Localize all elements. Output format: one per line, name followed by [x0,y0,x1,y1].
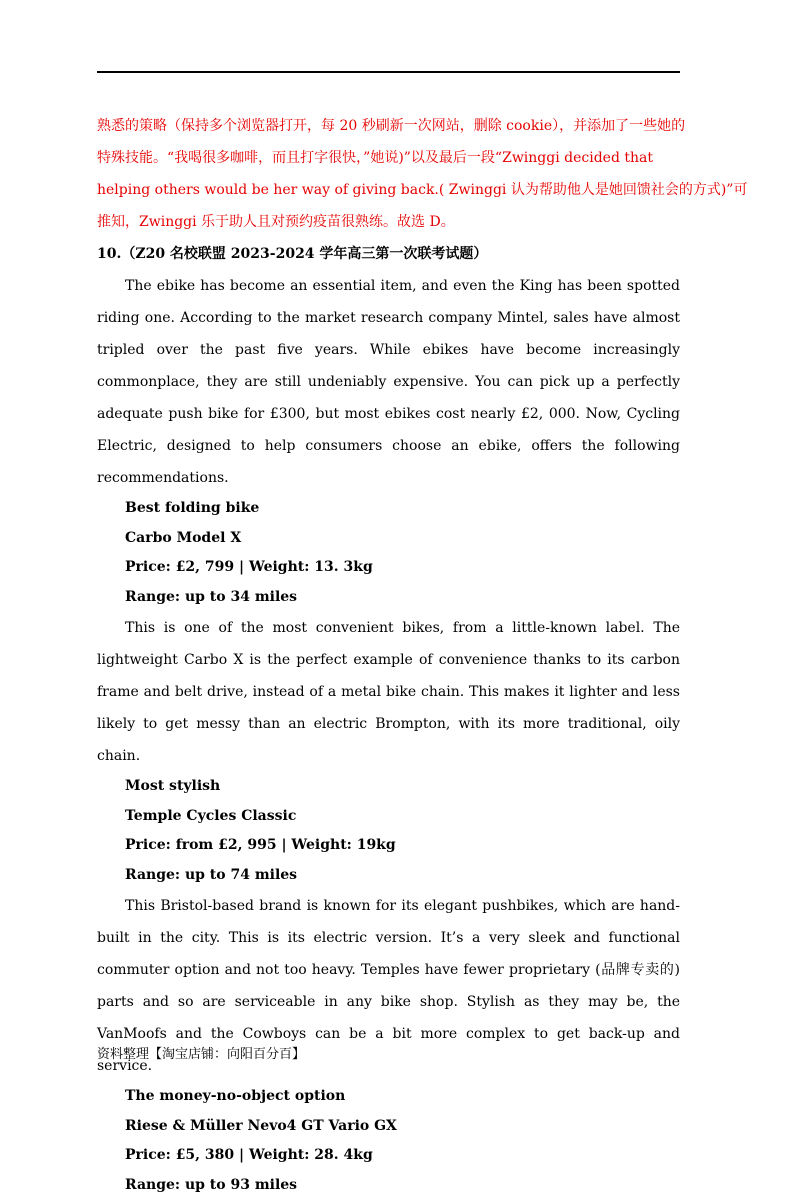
section-range: Range: up to 74 miles [125,861,680,891]
section-body: This Bristol-based brand is known for its elegant pushbikes, which are hand-built in the city. This is its electric version. It’s a very sleek and functional commuter option and not too heavy. Temples have fewer proprietary (品牌专卖的) parts and so are serviceable in any bike shop. Stylish as they may be, the VanMoofs and the Cowboys can be a bit more complex to get back-up and service. [97,890,680,1082]
section-range: Range: up to 93 miles [125,1171,680,1200]
page-footer: 资料整理【淘宝店铺：向阳百分百】 [97,1043,305,1062]
section-body: This is one of the most convenient bikes, from a little-known label. The lightweight Carbo X is the perfect example of convenience thanks to its carbon frame and belt drive, instead of a metal bike chain. This makes it lighter and less likely to get messy than an electric Brompton, with its more traditional, oily chain. [97,612,680,772]
answer-line: 熟悉的策略（保持多个浏览器打开，每 20 秒刷新一次网站，删除 cookie），并添加了一些她的 [97,110,680,142]
intro-paragraph: The ebike has become an essential item, and even the King has been spotted riding one. According to the market research company Mintel, sales have almost tripled over the past five years. While ebikes have become increasingly commonplace, they are still undeniably expensive. You can pick up a perfectly adequate push bike for £300, but most ebikes cost nearly £2, 000. Now, Cycling Electric, designed to help consumers choose an ebike, offers the following recommendations. [97,270,680,494]
question-title: 10.（Z20 名校联盟 2023-2024 学年高三第一次联考试题） [97,238,680,270]
answer-line: helping others would be her way of giving back.( Zwinggi 认为帮助他人是她回馈社会的方式)”可 [97,174,680,206]
section-model: Carbo Model X [125,524,680,554]
section-category: Best folding bike [125,494,680,524]
section-model: Temple Cycles Classic [125,802,680,832]
section-price: Price: £2, 799 | Weight: 13. 3kg [125,553,680,583]
section-price: Price: from £2, 995 | Weight: 19kg [125,831,680,861]
section-category: Most stylish [125,772,680,802]
section-price: Price: £5, 380 | Weight: 28. 4kg [125,1141,680,1171]
section-category: The money-no-object option [125,1082,680,1112]
section-model: Riese & Müller Nevo4 GT Vario GX [125,1112,680,1142]
header-rule [97,71,680,73]
section-range: Range: up to 34 miles [125,583,680,613]
answer-line: 推知，Zwinggi 乐于助人且对预约疫苗很熟练。故选 D。 [97,206,680,238]
answer-explanation [97,110,680,238]
answer-line: 特殊技能。“我喝很多咖啡，而且打字很快，”她说)”以及最后一段“Zwinggi decided that [97,142,680,174]
